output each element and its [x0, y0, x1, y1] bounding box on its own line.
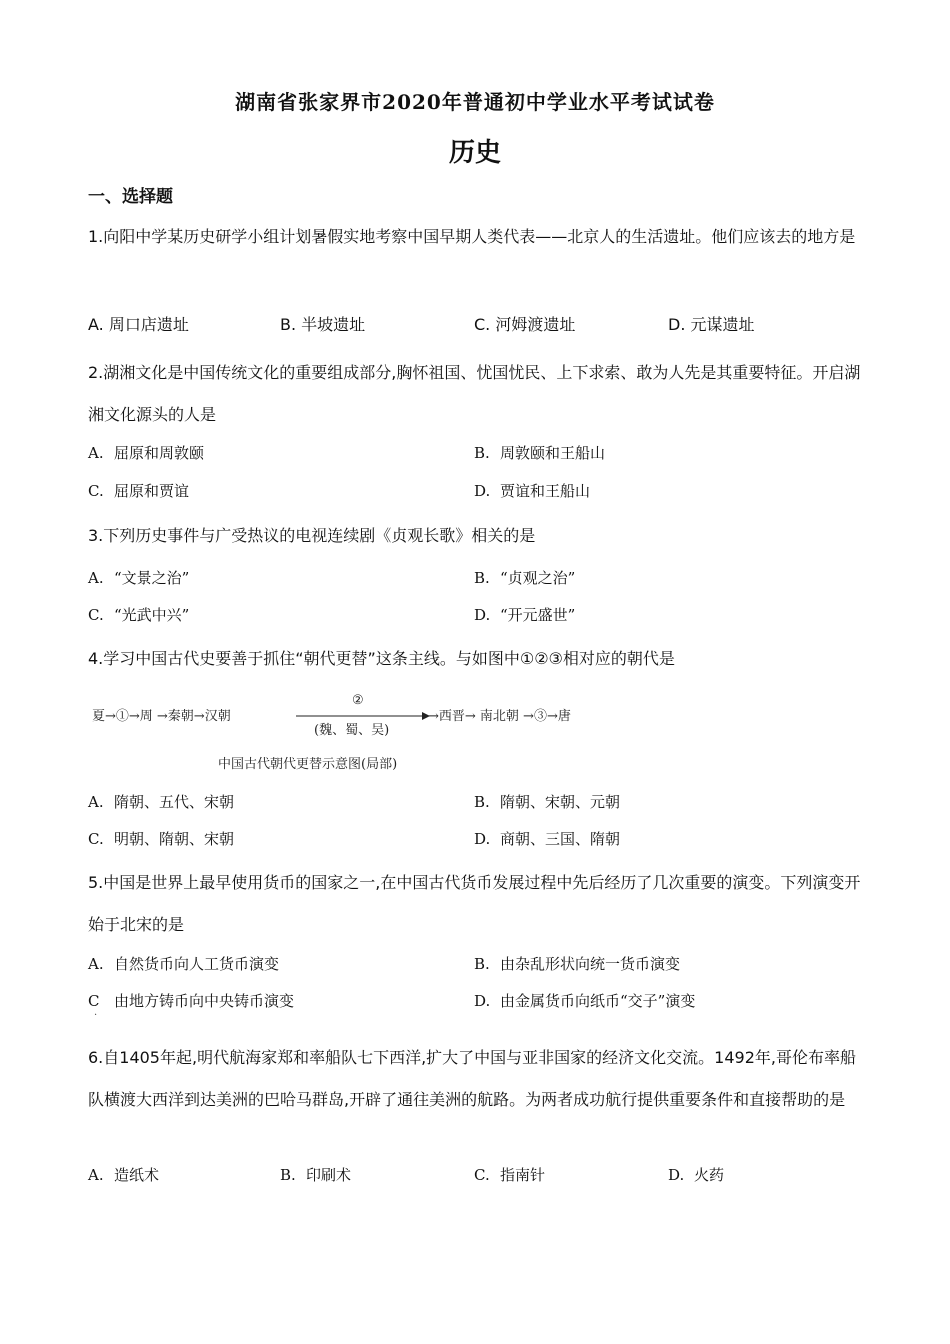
q3-option-c-text: “光武中兴”	[114, 606, 190, 624]
q2-option-c-text: 屈原和贾谊	[114, 482, 190, 500]
q3-option-d	[474, 604, 575, 625]
q6-option-b	[280, 1164, 351, 1185]
q5-option-d	[474, 990, 695, 1011]
stray-dot: ·	[94, 1010, 98, 1021]
q6-option-a-text: 造纸术	[114, 1166, 160, 1184]
q2-option-d	[474, 480, 590, 501]
subject-title: 历史	[448, 138, 501, 168]
q4-option-c-text: 明朝、隋朝、宋朝	[114, 830, 235, 848]
q4-letter-c: C.	[88, 830, 104, 848]
q2-option-b	[474, 442, 605, 463]
q6-option-c-text: 指南针	[500, 1166, 546, 1184]
q3-letter-b: B.	[474, 569, 490, 587]
section-heading: 一、选择题	[88, 187, 173, 207]
q4-letter-d: D.	[474, 830, 491, 848]
diagram-mid-bottom: (魏、蜀、吴)	[314, 723, 390, 738]
q5-option-c	[88, 990, 294, 1011]
q3-option-a-text: “文景之治”	[114, 569, 190, 587]
question-2-stem: 2.湖湘文化是中国传统文化的重要组成部分,胸怀祖国、忧国忧民、上下求索、敢为人先是其重要特征。开启湖湘文化源头的人是	[88, 363, 861, 424]
q2-letter-a: A.	[88, 444, 104, 462]
q3-option-d-text: “开元盛世”	[500, 606, 576, 624]
question-4-stem: 4.学习中国古代史要善于抓住“朝代更替”这条主线。与如图中①②③相对应的朝代是	[88, 649, 675, 668]
q5-option-b-text: 由杂乱形状向统一货币演变	[500, 955, 681, 973]
q4-option-b	[474, 791, 620, 812]
q3-option-b-text: “贞观之治”	[500, 569, 576, 587]
q5-option-c-text: 由地方铸币向中央铸币演变	[114, 992, 295, 1010]
q4-letter-a: A.	[88, 793, 104, 811]
q4-option-b-text: 隋朝、宋朝、元朝	[500, 793, 621, 811]
q6-letter-a: A.	[88, 1166, 104, 1184]
question-1-stem: 1.向阳中学某历史研学小组计划暑假实地考察中国早期人类代表——北京人的生活遗址。他们应该去的地方是	[88, 227, 856, 246]
q5-option-d-text: 由金属货币向纸币“交子”演变	[500, 992, 696, 1010]
q2-option-a	[88, 442, 204, 463]
q4-option-d	[474, 828, 620, 849]
dynasty-diagram	[88, 690, 648, 780]
question-3-stem: 3.下列历史事件与广受热议的电视连续剧《贞观长歌》相关的是	[88, 526, 536, 545]
q4-option-a	[88, 791, 234, 812]
q4-option-d-text: 商朝、三国、隋朝	[500, 830, 621, 848]
q6-letter-b: B.	[280, 1166, 296, 1184]
q6-option-a	[88, 1164, 159, 1185]
q3-letter-a: A.	[88, 569, 104, 587]
diagram-chain-right: →西晋→ 南北朝 →③→唐	[428, 709, 571, 724]
diagram-caption: 中国古代朝代更替示意图(局部)	[218, 757, 398, 772]
q6-option-b-text: 印刷术	[306, 1166, 352, 1184]
q3-letter-d: D.	[474, 606, 491, 624]
diagram-mid-top: ②	[352, 693, 364, 708]
q2-letter-b: B.	[474, 444, 490, 462]
q6-option-d	[668, 1164, 724, 1185]
q2-option-d-text: 贾谊和王船山	[500, 482, 591, 500]
q2-option-a-text: 屈原和周敦颐	[114, 444, 205, 462]
q2-option-c	[88, 480, 189, 501]
diagram-chain-left: 夏→①→周 →秦朝→汉朝	[92, 709, 231, 724]
q5-letter-a: A.	[88, 955, 104, 973]
q3-letter-c: C.	[88, 606, 104, 624]
q5-option-a	[88, 953, 279, 974]
question-6-stem: 6.自1405年起,明代航海家郑和率船队七下西洋,扩大了中国与亚非国家的经济文化交流。1492年,哥伦布率船队横渡大西洋到达美洲的巴哈马群岛,开辟了通往美洲的航路。为两者成功航行提供重要条件和直接帮助的是	[88, 1048, 856, 1109]
q1-option-b: B. 半坡遗址	[280, 315, 366, 334]
q2-option-b-text: 周敦颐和王船山	[500, 444, 606, 462]
q4-option-a-text: 隋朝、五代、宋朝	[114, 793, 235, 811]
q2-letter-c: C.	[88, 482, 104, 500]
q5-option-b	[474, 953, 680, 974]
q1-option-c: C. 河姆渡遗址	[474, 315, 576, 334]
q1-option-d: D. 元谋遗址	[668, 315, 755, 334]
q5-letter-b: B.	[474, 955, 490, 973]
q5-option-a-text: 自然货币向人工货币演变	[114, 955, 280, 973]
q6-option-d-text: 火药	[694, 1166, 725, 1184]
q4-letter-b: B.	[474, 793, 490, 811]
q3-option-a	[88, 567, 189, 588]
q6-option-c	[474, 1164, 545, 1185]
q6-letter-d: D.	[668, 1166, 685, 1184]
q5-letter-d: D.	[474, 992, 491, 1010]
q2-letter-d: D.	[474, 482, 491, 500]
q1-option-a: A. 周口店遗址	[88, 315, 189, 334]
q3-option-c	[88, 604, 189, 625]
q4-option-c	[88, 828, 234, 849]
exam-title: 湖南省张家界市2020年普通初中学业水平考试试卷	[235, 90, 715, 114]
q3-option-b	[474, 567, 575, 588]
question-5-stem: 5.中国是世界上最早使用货币的国家之一,在中国古代货币发展过程中先后经历了几次重要的演变。下列演变开始于北宋的是	[88, 873, 861, 934]
q5-letter-c: C	[88, 992, 100, 1010]
q6-letter-c: C.	[474, 1166, 490, 1184]
